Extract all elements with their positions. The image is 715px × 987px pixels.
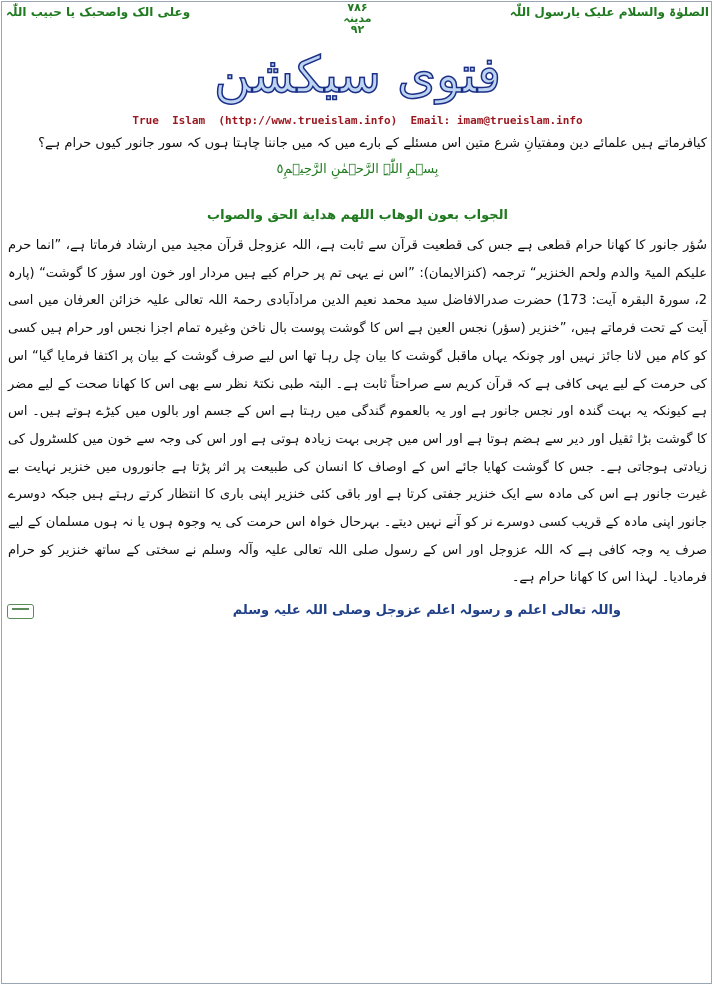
header-code-bottom: ۹۲ [350, 23, 365, 36]
header-salutation-left: وعلی الک واصحبک یا حبیب اللّٰہ [6, 5, 191, 19]
closing-line: واللہ تعالی اعلم و رسولہ اعلم عزوجل وصلی اللہ علیہ وسلم [232, 603, 621, 618]
site-contact-line: True Islam (http://www.trueislam.info) Email: imam@trueislam.info [132, 114, 583, 127]
page-title: فتوی سیکشن [213, 46, 502, 104]
header-code-mid: مدینہ [343, 12, 372, 25]
answer-heading: الجواب بعون الوهاب اللهم هداية الحق والصواب [207, 208, 508, 223]
header-code-top: ۷۸۶ [347, 1, 368, 14]
calligraphy-seal-icon [7, 604, 34, 619]
question-text: کیافرماتے ہیں علمائے دین ومفتیانِ شرع متین اس مسئلے کے بارے میں کہ میں جاننا چاہتا ہوں کہ سور جانور کیوں حرام ہے؟ [38, 136, 707, 151]
bismillah-line: بِسۡمِ اللّٰہِ الرَّحۡمٰنِ الرَّحِیۡمِ٥ [276, 162, 439, 177]
header-salutation-right: الصلوٰۃ والسلام علیک یارسول اللّٰہ [509, 5, 709, 19]
answer-body: سُؤر جانور کا کھانا حرام قطعی ہے جس کی قطعیت قرآن سے ثابت ہے، اللہ عزوجل قرآن مجید میں ارشاد فرماتا ہے، ”انما حرم علیکم المیۃ والدم ولحم الخنزیر“ ترجمہ (کنزالایمان): ”اس نے یہی تم پر حرام کیے ہیں مردار اور خون اور سؤر کا گوشت“ (پارہ 2، سورۃ البقرہ آیت: 173) حضرت صدرالافاضل سید محمد نعیم الدین مرادآبادی رحمۃ اللہ تعالی علیہ خزائن العرفان میں اسی آیت کے تحت فرماتے ہیں، ”خنزیر (سؤر) نجس العین ہے اس کا گوشت پوست بال ناخن وغیرہ تمام اجزا نجس اور حرام ہیں کسی کو کام میں لانا جائز نہیں اور چونکہ یہاں ماقبل گوشت کا بیان چل رہا تھا اس لیے صرف گوشت کے بیان پر اکتفا فرمایا گیا“ اس کی حرمت کے لیے یہی کافی ہے کہ قرآن کریم سے صراحتاً ثابت ہے۔ البتہ طبی نکتۂ نظر سے بھی اس کا کھانا صحت کے لیے مضر ہے کیونکہ یہ بہت گندہ اور نجس جانور ہے اور یہ بالعموم گندگی میں رہتا ہے اس کے جسم اور بالوں میں کیڑے ہوتے ہیں۔ اس کا گوشت بڑا ثقیل اور دیر سے ہضم ہوتا ہے اور اس میں چربی بہت زیادہ ہوتی ہے اور اس کی وجہ سے خون میں کلسٹرول کی زیادتی ہوجاتی ہے۔ جس کا گوشت کھایا جائے اس کے اوصاف کا انسان کی طبیعت پر اثر پڑتا ہے جانوروں میں خنزیر نہایت بے غیرت جانور ہے اس کی مادہ سے ایک خنزیر جفتی کرتا ہے اور باقی کئی خنزیر اپنی باری کا انتظار کرتے رہتے ہیں جبکہ دوسرے جانور اپنی مادہ کے قریب کسی دوسرے نر کو آنے نہیں دیتے۔ بہرحال خواہ اس حرمت کی یہ وجوہ ہوں یا نہ ہوں مسلمان کے لیے صرف یہ وجہ کافی ہے کہ اللہ عزوجل اور اس کے رسول صلی اللہ تعالی علیہ وآلہ وسلم نے سختی کے ساتھ خنزیر کو حرام فرمادیا۔ لہذا اس کا کھانا حرام ہے۔ [8, 238, 707, 586]
header-center-code [0, 2, 715, 35]
